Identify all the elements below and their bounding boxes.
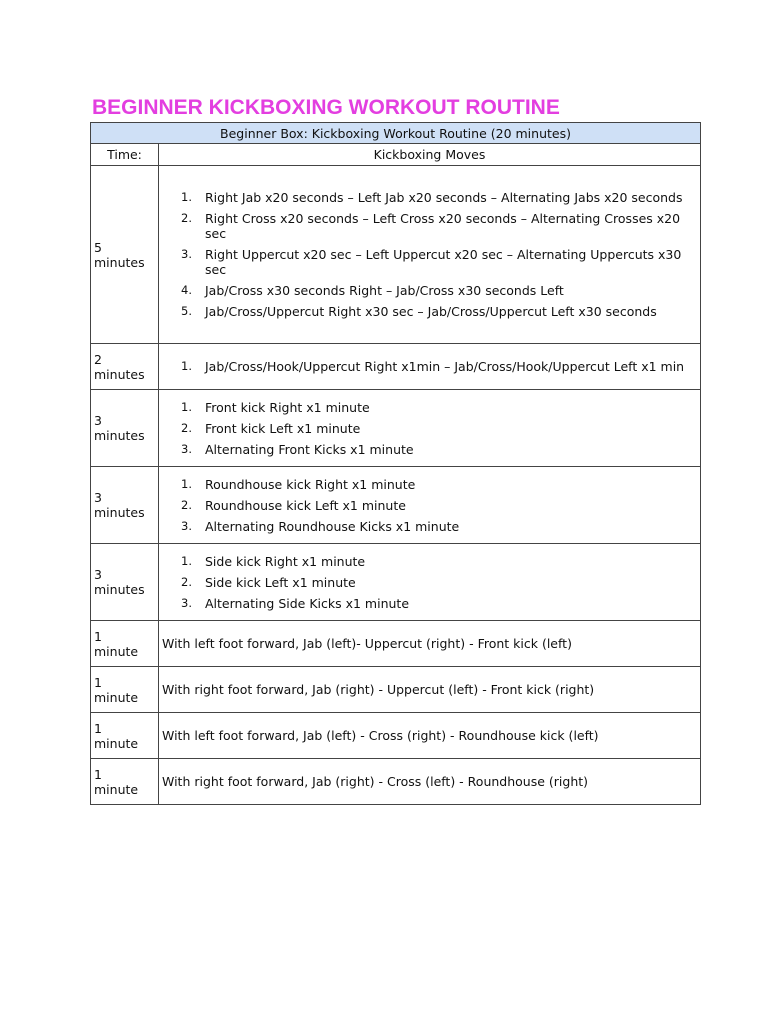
time-value: 3 <box>94 490 102 505</box>
item-number: 1. <box>181 476 192 491</box>
table-row <box>91 713 701 759</box>
time-unit: minutes <box>94 254 145 270</box>
item-text: Front kick Left x1 minute <box>205 420 361 436</box>
time-unit: minute <box>94 781 139 797</box>
moves-cell: With left foot forward, Jab (left) - Cross (right) - Roundhouse kick (left) <box>159 713 701 759</box>
moves-cell <box>159 344 701 390</box>
item-text: Front kick Right x1 minute <box>205 399 370 415</box>
item-text: Alternating Front Kicks x1 minute <box>205 441 414 457</box>
time-cell <box>91 390 159 467</box>
moves-list <box>159 548 700 617</box>
table-caption: Beginner Box: Kickboxing Workout Routine (20 minutes) <box>91 123 701 144</box>
item-number: 3. <box>181 247 192 261</box>
time-unit: minutes <box>94 366 145 382</box>
table-row <box>91 759 701 805</box>
time-cell <box>91 667 159 713</box>
moves-cell <box>159 467 701 544</box>
time-unit: minute <box>94 689 139 705</box>
table-row <box>91 166 701 344</box>
item-text: Roundhouse kick Left x1 minute <box>205 497 406 513</box>
moves-list <box>159 353 700 380</box>
time-value: 3 <box>94 567 102 582</box>
item-text: Right Jab x20 seconds – Left Jab x20 seconds – Alternating Jabs x20 seconds <box>205 190 683 205</box>
moves-cell: With right foot forward, Jab (right) - Uppercut (left) - Front kick (right) <box>159 667 701 713</box>
item-text: Jab/Cross/Hook/Uppercut Right x1min – Jab/Cross/Hook/Uppercut Left x1 min <box>205 359 685 374</box>
item-text: Right Cross x20 seconds – Left Cross x20 seconds – Alternating Crosses x20 sec <box>205 211 681 241</box>
time-unit: minute <box>94 735 139 751</box>
time-value: 1 <box>94 720 102 736</box>
list-item <box>159 442 690 457</box>
moves-cell <box>159 390 701 467</box>
moves-cell: With right foot forward, Jab (right) - Cross (left) - Roundhouse (right) <box>159 759 701 805</box>
item-text: Alternating Side Kicks x1 minute <box>205 595 410 611</box>
table-row <box>91 621 701 667</box>
item-text: Side kick Right x1 minute <box>205 553 366 569</box>
list-item <box>159 304 690 319</box>
item-number: 4. <box>181 283 192 297</box>
item-number: 1. <box>181 359 192 373</box>
table-row <box>91 544 701 621</box>
item-number: 2. <box>181 211 192 225</box>
time-unit: minutes <box>94 505 145 520</box>
time-column-header: Time: <box>91 144 159 166</box>
list-item <box>159 359 690 374</box>
table-row <box>91 467 701 544</box>
list-item <box>159 596 690 611</box>
item-number: 3. <box>181 518 192 533</box>
time-value: 1 <box>94 674 102 690</box>
table-header-row <box>91 144 701 166</box>
list-item <box>159 554 690 569</box>
time-unit: minute <box>94 643 139 659</box>
list-item <box>159 400 690 415</box>
item-number: 2. <box>181 420 192 435</box>
moves-list <box>159 394 700 463</box>
time-value: 1 <box>94 628 102 644</box>
table-row <box>91 667 701 713</box>
list-item <box>159 283 690 298</box>
list-item <box>159 190 690 205</box>
time-cell <box>91 467 159 544</box>
list-item <box>159 519 690 534</box>
item-number: 1. <box>181 190 192 204</box>
item-text: Roundhouse kick Right x1 minute <box>205 476 416 492</box>
item-number: 1. <box>181 399 192 414</box>
time-cell <box>91 166 159 344</box>
item-number: 2. <box>181 497 192 512</box>
time-cell <box>91 621 159 667</box>
list-item <box>159 498 690 513</box>
time-unit: minutes <box>94 582 145 597</box>
time-unit: minutes <box>94 428 145 443</box>
list-item <box>159 575 690 590</box>
moves-list <box>159 184 700 325</box>
item-text: Jab/Cross x30 seconds Right – Jab/Cross x30 seconds Left <box>205 283 564 298</box>
moves-column-header: Kickboxing Moves <box>159 144 701 166</box>
time-cell <box>91 759 159 805</box>
page-title: BEGINNER KICKBOXING WORKOUT ROUTINE <box>92 96 560 119</box>
workout-table <box>90 122 701 805</box>
list-item <box>159 477 690 492</box>
item-number: 1. <box>181 553 192 568</box>
item-number: 2. <box>181 574 192 589</box>
list-item <box>159 247 690 277</box>
table-row <box>91 344 701 390</box>
item-text: Alternating Roundhouse Kicks x1 minute <box>205 518 460 534</box>
moves-list <box>159 471 700 540</box>
moves-cell: With left foot forward, Jab (left)- Uppercut (right) - Front kick (left) <box>159 621 701 667</box>
time-value: 5 <box>94 239 102 255</box>
item-text: Side kick Left x1 minute <box>205 574 356 590</box>
item-text: Jab/Cross/Uppercut Right x30 sec – Jab/Cross/Uppercut Left x30 seconds <box>205 304 657 319</box>
item-number: 3. <box>181 441 192 456</box>
time-cell <box>91 544 159 621</box>
item-number: 5. <box>181 304 192 318</box>
item-number: 3. <box>181 595 192 610</box>
time-value: 2 <box>94 351 102 367</box>
time-cell <box>91 713 159 759</box>
moves-cell <box>159 166 701 344</box>
list-item <box>159 421 690 436</box>
list-item <box>159 211 690 241</box>
time-cell <box>91 344 159 390</box>
item-text: Right Uppercut x20 sec – Left Uppercut x20 sec – Alternating Uppercuts x30 sec <box>205 247 682 277</box>
moves-cell <box>159 544 701 621</box>
table-row <box>91 390 701 467</box>
time-value: 3 <box>94 413 102 428</box>
time-value: 1 <box>94 766 102 782</box>
table-caption-row <box>91 123 701 144</box>
